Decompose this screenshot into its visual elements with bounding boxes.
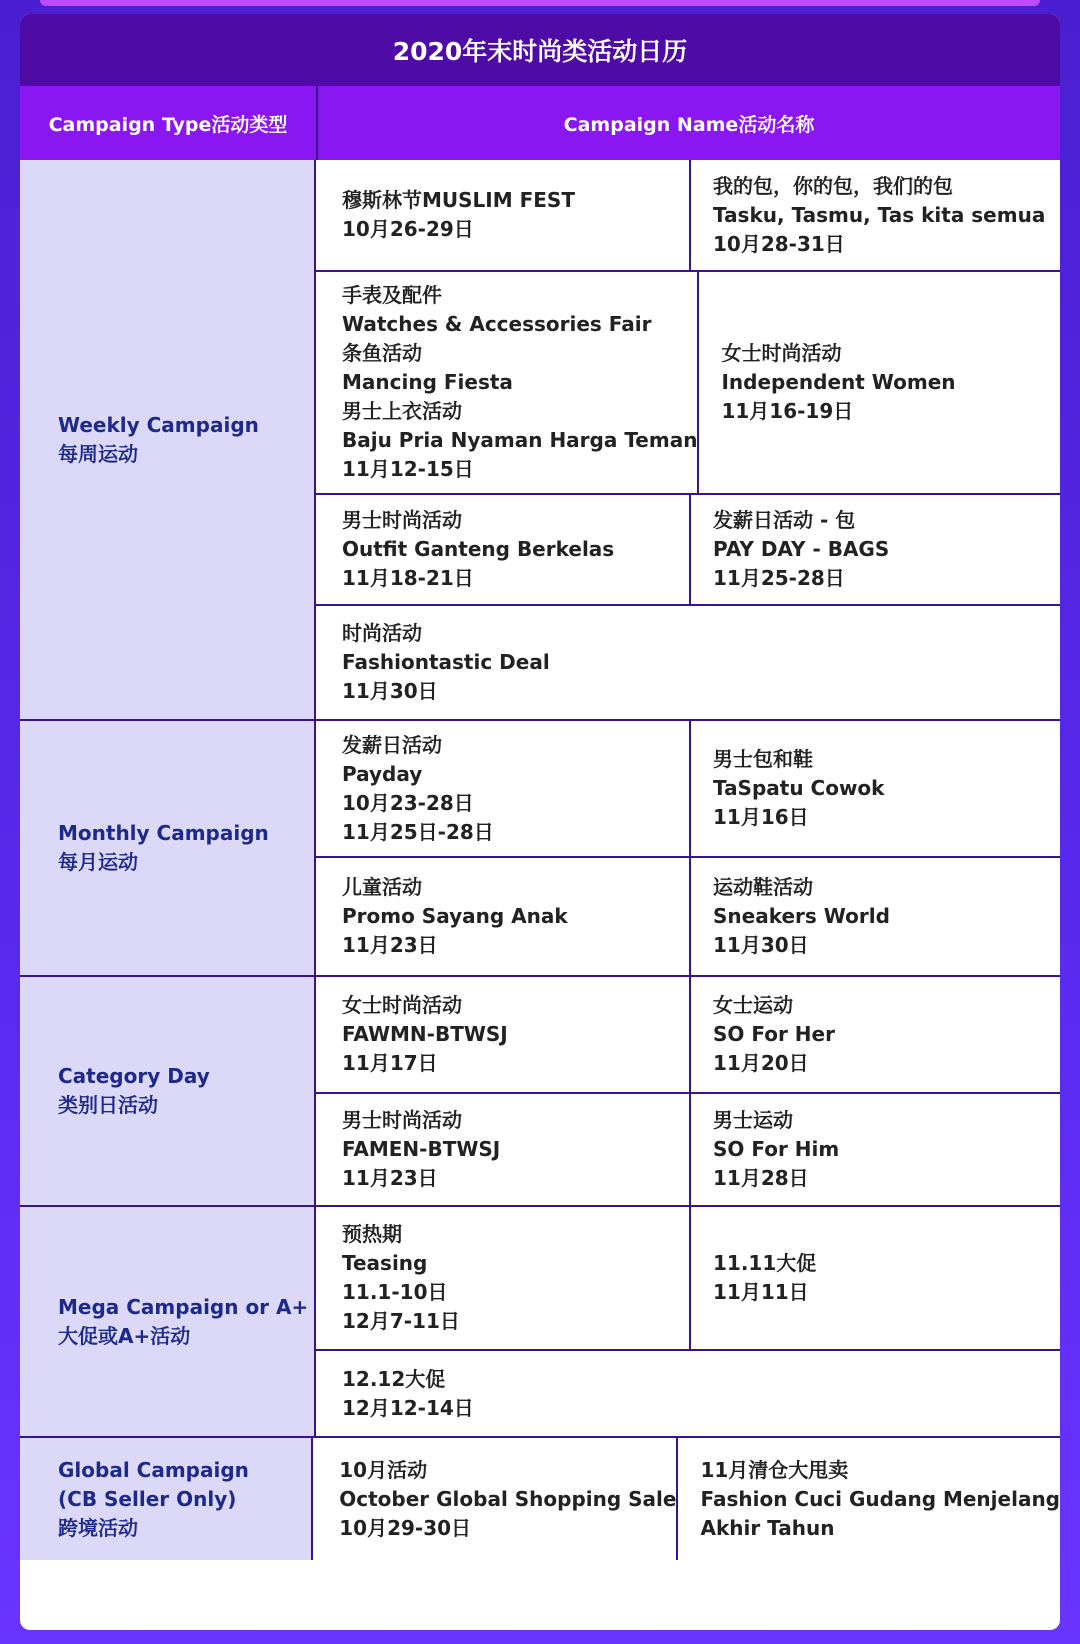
- table-row: [316, 604, 1060, 719]
- campaign-line: 11月20日: [713, 1051, 809, 1075]
- campaign-line: Fashiontastic Deal: [342, 650, 550, 674]
- campaign-type-label: Global Campaign: [58, 1457, 249, 1482]
- table-row: [316, 1207, 1060, 1349]
- campaign-line: Promo Sayang Anak: [342, 904, 568, 928]
- campaign-line: 我的包，你的包，我们的包: [713, 173, 953, 198]
- campaign-type-cell: [20, 977, 316, 1205]
- campaign-name-cell: [316, 495, 689, 604]
- campaign-name-cell: [689, 721, 1060, 856]
- calendar-panel: [20, 14, 1060, 1630]
- campaign-line: 女士运动: [713, 993, 793, 1017]
- campaign-name-cell: [316, 977, 689, 1092]
- table-row: [316, 856, 1060, 975]
- campaign-type-label: 跨境活动: [58, 1515, 138, 1540]
- campaign-line: 穆斯林节MUSLIM FEST: [342, 188, 575, 212]
- campaign-type-label: 类别日活动: [58, 1093, 158, 1117]
- campaign-line: Baju Pria Nyaman Harga Teman: [342, 428, 698, 452]
- campaign-line: 11.1-10日: [342, 1280, 448, 1304]
- campaign-name-cell: [316, 858, 689, 975]
- campaign-line: 儿童活动: [342, 875, 422, 899]
- campaign-line: SO For Her: [713, 1022, 835, 1046]
- campaign-line: 男士时尚活动: [342, 508, 462, 532]
- campaign-line: 男士时尚活动: [342, 1108, 462, 1132]
- campaign-line: 10月29-30日: [339, 1515, 472, 1540]
- campaign-line: Akhir Tahun: [700, 1515, 835, 1540]
- campaign-name-cell: [316, 1351, 1060, 1436]
- campaign-type-cell: [20, 160, 316, 719]
- table-row: [313, 1438, 1060, 1560]
- campaign-line: Watches & Accessories Fair: [342, 312, 652, 336]
- campaign-line: 10月23-28日: [342, 790, 474, 815]
- campaign-line: 11月清仓大甩卖: [700, 1457, 849, 1482]
- campaign-name-cell: [316, 160, 689, 270]
- campaign-group: [20, 1205, 1060, 1436]
- campaign-type-label: Monthly Campaign: [58, 821, 269, 845]
- campaign-line: 11月23日: [342, 1166, 438, 1190]
- campaign-line: 发薪日活动: [342, 732, 442, 757]
- table-row: [316, 721, 1060, 856]
- campaign-line: PAY DAY - BAGS: [713, 537, 890, 561]
- campaign-line: Mancing Fiesta: [342, 370, 513, 394]
- table-row: [316, 160, 1060, 270]
- campaign-line: 11月18-21日: [342, 566, 474, 590]
- table-row: [316, 1349, 1060, 1436]
- campaign-line: 手表及配件: [342, 283, 442, 307]
- campaign-line: 男士包和鞋: [713, 747, 813, 771]
- campaign-line: 发薪日活动 - 包: [713, 508, 856, 532]
- campaign-name-cell: [316, 721, 689, 856]
- campaign-line: 11月23日: [342, 933, 438, 957]
- campaign-name-cell: [689, 858, 1060, 975]
- campaign-line: SO For Him: [713, 1137, 840, 1161]
- table-row: [316, 1092, 1060, 1205]
- campaign-line: 男士运动: [713, 1108, 793, 1132]
- campaign-line: Independent Women: [721, 370, 956, 394]
- header-campaign-name: Campaign Name活动名称: [563, 113, 815, 136]
- campaign-line: Tasku, Tasmu, Tas kita semua: [713, 202, 1046, 227]
- campaign-line: 11月17日: [342, 1051, 438, 1075]
- campaign-group: [20, 975, 1060, 1205]
- campaign-line: 10月28-31日: [713, 231, 845, 256]
- campaign-name-cell: [697, 272, 1060, 493]
- campaign-name-cell: [316, 606, 1060, 719]
- campaign-line: Fashion Cuci Gudang Menjelang: [700, 1486, 1060, 1511]
- campaign-name-cell: [689, 1094, 1060, 1205]
- campaign-line: 12.12大促: [342, 1366, 446, 1391]
- campaign-line: Payday: [342, 761, 423, 786]
- campaign-line: Sneakers World: [713, 904, 890, 928]
- campaign-table: [20, 160, 1060, 1560]
- campaign-name-cell: [316, 272, 697, 493]
- campaign-line: TaSpatu Cowok: [713, 776, 885, 800]
- campaign-line: 10月26-29日: [342, 217, 474, 241]
- campaign-name-cell: [316, 1207, 689, 1349]
- campaign-type-label: (CB Seller Only): [58, 1486, 237, 1511]
- campaign-line: FAWMN-BTWSJ: [342, 1022, 508, 1046]
- campaign-line: 11月30日: [713, 933, 809, 957]
- campaign-type-label: 每月运动: [58, 850, 138, 874]
- campaign-line: 11月25日-28日: [342, 819, 494, 844]
- campaign-line: 男士上衣活动: [342, 399, 462, 423]
- campaign-type-label: Weekly Campaign: [58, 412, 259, 437]
- campaign-line: 11月16日: [713, 805, 809, 829]
- campaign-line: 12月7-11日: [342, 1309, 460, 1333]
- campaign-line: 女士时尚活动: [342, 993, 462, 1017]
- table-row: [316, 977, 1060, 1092]
- campaign-type-label: Mega Campaign or A+: [58, 1294, 309, 1319]
- campaign-type-label: 大促或A+活动: [58, 1323, 191, 1348]
- campaign-group: [20, 1436, 1060, 1560]
- campaign-line: 时尚活动: [342, 621, 422, 645]
- table-row: [316, 493, 1060, 604]
- campaign-name-cell: [676, 1438, 1060, 1560]
- campaign-line: FAMEN-BTWSJ: [342, 1137, 501, 1161]
- campaign-line: 11月28日: [713, 1166, 809, 1190]
- campaign-line: 条鱼活动: [342, 341, 422, 365]
- campaign-name-cell: [313, 1438, 676, 1560]
- campaign-type-label: 每周运动: [58, 441, 138, 466]
- campaign-line: October Global Shopping Sale: [339, 1486, 677, 1511]
- campaign-name-cell: [689, 1207, 1060, 1349]
- campaign-name-cell: [316, 1094, 689, 1205]
- campaign-line: 11.11大促: [713, 1251, 817, 1275]
- campaign-line: 运动鞋活动: [713, 875, 813, 899]
- page-title: 2020年末时尚类活动日历: [20, 14, 1060, 86]
- top-accent-bar: [40, 0, 1040, 6]
- campaign-type-cell: [20, 1438, 313, 1560]
- campaign-line: Outfit Ganteng Berkelas: [342, 537, 615, 561]
- campaign-type-cell: [20, 721, 316, 975]
- header-campaign-type: Campaign Type活动类型: [20, 86, 318, 160]
- campaign-group: [20, 719, 1060, 975]
- campaign-type-cell: [20, 1207, 316, 1436]
- campaign-line: 12月12-14日: [342, 1395, 474, 1420]
- table-row: [316, 270, 1060, 493]
- table-header: [20, 86, 1060, 160]
- campaign-name-cell: [689, 160, 1060, 270]
- campaign-line: 11月25-28日: [713, 566, 845, 590]
- campaign-line: 女士时尚活动: [721, 341, 842, 365]
- campaign-line: 11月12-15日: [342, 457, 474, 481]
- campaign-line: 11月30日: [342, 679, 438, 703]
- campaign-line: 11月16-19日: [721, 399, 854, 423]
- campaign-line: 11月11日: [713, 1280, 809, 1304]
- campaign-line: 10月活动: [339, 1457, 428, 1482]
- campaign-type-label: Category Day: [58, 1064, 210, 1088]
- campaign-name-cell: [689, 977, 1060, 1092]
- campaign-name-cell: [689, 495, 1060, 604]
- campaign-line: Teasing: [342, 1251, 428, 1275]
- campaign-group: [20, 160, 1060, 719]
- campaign-line: 预热期: [342, 1222, 402, 1246]
